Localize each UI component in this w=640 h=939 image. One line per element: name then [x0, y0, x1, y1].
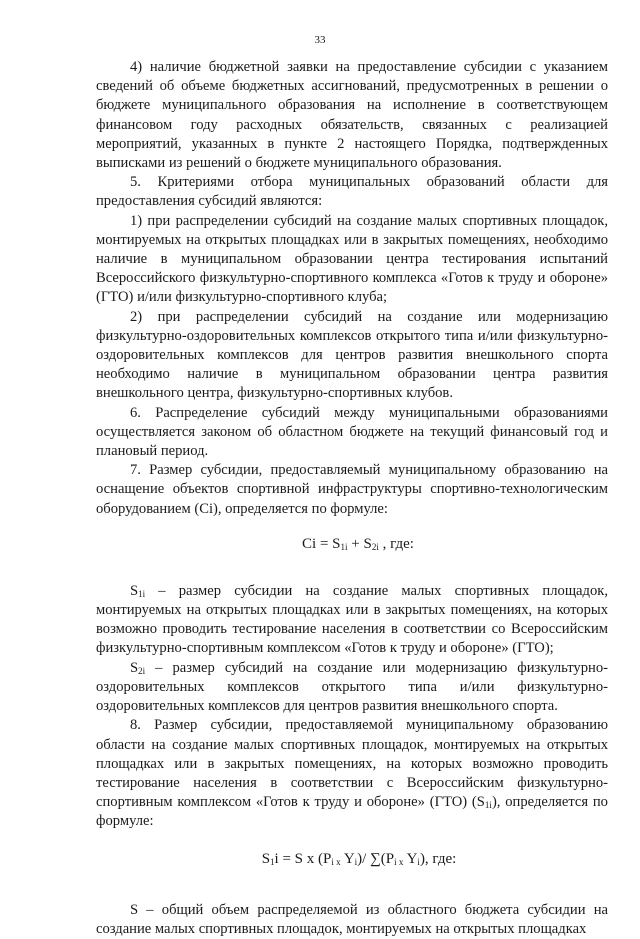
definition-s1i: $S_{1i}$ – размер субсидии на создание малых спортивных площадок, монтируемых на открытых площадках или в закрытых помещениях, на которых возможно проводить тестирование населения в соответствии со Всероссийским физкультурно-спортивным комплексом «Готов к труду и обороне» (ГТО); [96, 582, 608, 657]
criteria-item-1: 1) при распределении субсидий на создание малых спортивных площадок, монтируемых на открытых площадках или в закрытых помещениях, необходимо наличие в муниципальном образовании центра тестирования испытаний Всероссийского физкультурно-спортивного комплекса «Готов к труду и обороне» (ГТО) и/или физкультурно-спортивного клуба; [96, 212, 608, 306]
paragraph-7-subsidy-size: 7. Размер субсидии, предоставляемый муниципальному образованию на оснащение объектов спортивной инфраструктуры спортивно-технологическим оборудованием (Ci), определяется по формуле: [96, 462, 608, 517]
document-body [96, 58, 608, 939]
definition-s-total: S – общий объем распределяемой из областного бюджета субсидии на создание малых спортивных площадок, монтируемых на открытых площадках [96, 901, 608, 937]
paragraph-5-criteria: 5. Критериями отбора муниципальных образований области для предоставления субсидий являются: [96, 174, 608, 210]
page-number: 33 [314, 34, 326, 46]
paragraph-6-distribution: 6. Распределение субсидий между муниципальными образованиями осуществляется законом об областном бюджете на текущий финансовый год и плановый период. [96, 404, 608, 460]
paragraph-8-small-sports-grounds: 8. Размер субсидии, предоставляемой муниципальному образованию области на создание малых спортивных площадок, монтируемых на открытых площадках или в закрытых помещениях, на которых возможно проводить тестирование населения в соответствии с Всероссийским физкультурно-спортивным комплексом «Готов к труду и обороне» (ГТО) $(S_{1i})$, определяется по формуле: [96, 717, 608, 830]
definition-s2i: $S_{2i}$ – размер субсидий на создание или модернизацию физкультурно-оздоровительных комплексов открытого типа и/или физкультурно-оздоровительных комплексов для центров развития внешкольного спорта. [96, 659, 608, 715]
paragraph-4-budget-request: 4) наличие бюджетной заявки на предоставление субсидии с указанием сведений об объеме бюджетных ассигнований, предусмотренных в решении о бюджете муниципального образования на исполнение в соответствующем финансовом году расходных обязательств, связанных с реализацией мероприятий, указанных в пункте 2 настоящего Порядка, подтвержденных выписками из решений о бюджете муниципального образования. [96, 59, 608, 172]
criteria-item-2: 2) при распределении субсидий на создание или модернизацию физкультурно-оздоровительных комплексов открытого типа и/или физкультурно-оздоровительных комплексов для центров развития внешкольного спорта необходимо наличие в муниципальном образовании центра развития внешкольного центра, физкультурно-спортивных клубов. [96, 308, 608, 402]
formula-s1i: $S_1i = S$ x ($P_{i x}$ $Y_i)/$ $\sum(P_{i x}$ $Y_i$), где: [261, 850, 457, 867]
formula-ci: $Ci = S_{1i} + S_{2i}$ , где: [302, 535, 414, 552]
